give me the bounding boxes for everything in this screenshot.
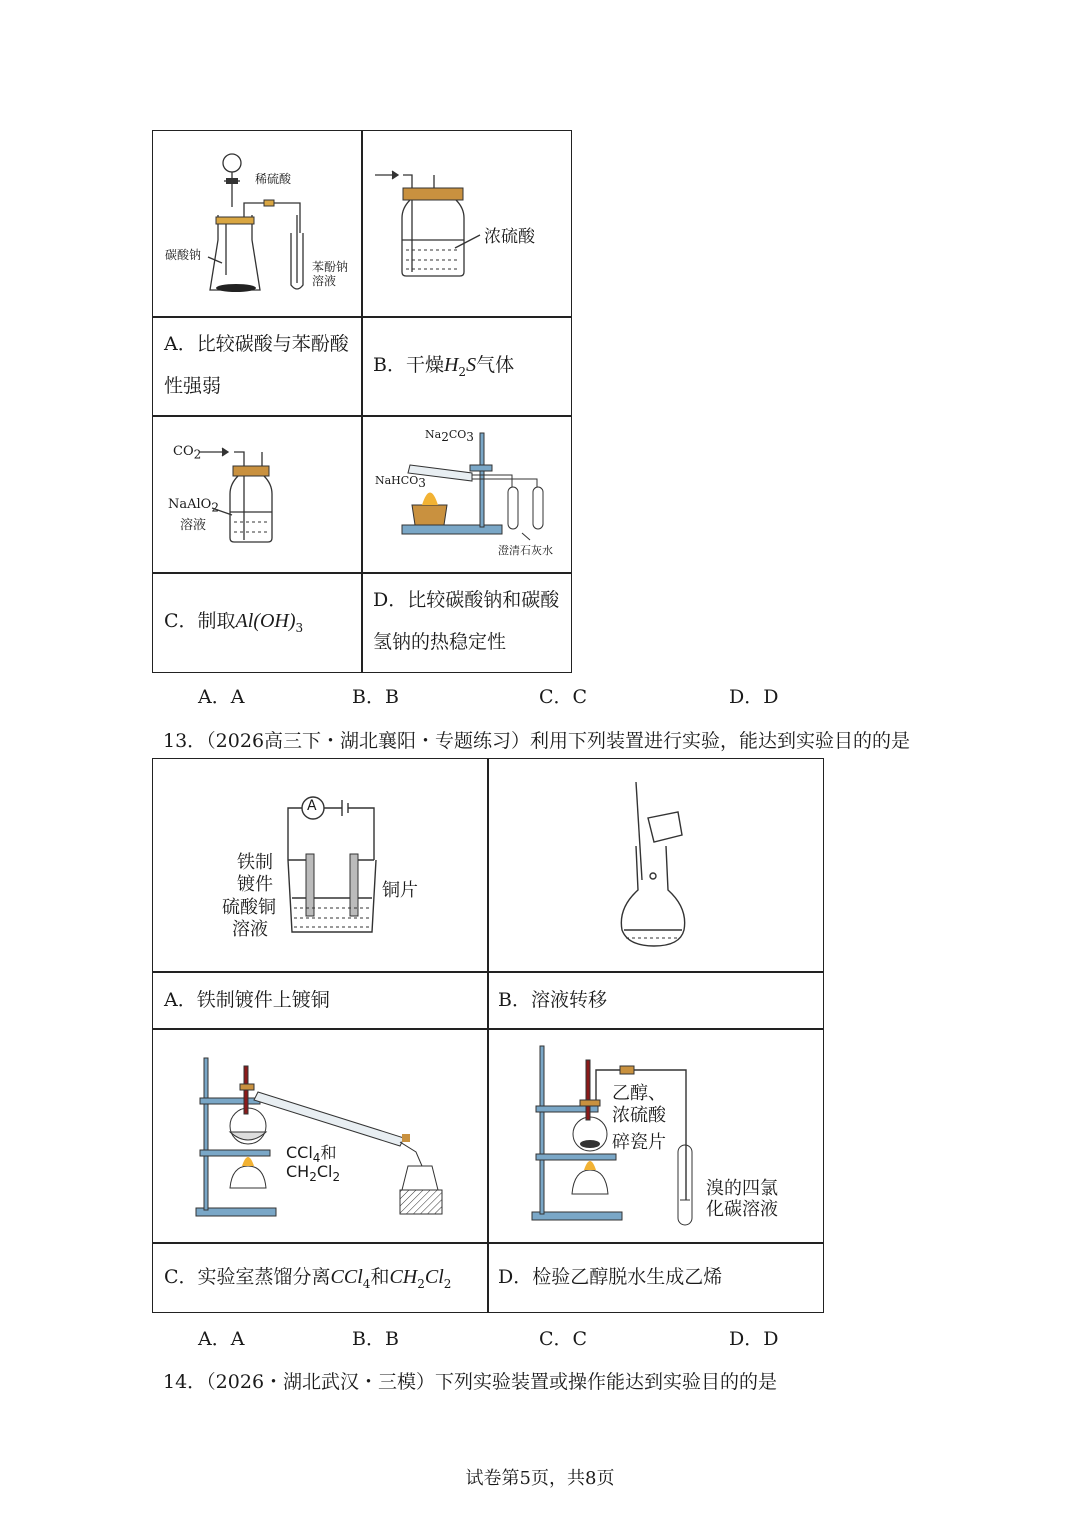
label-sodium-phenolate-solution: 溶液 bbox=[312, 274, 337, 288]
label-na2co3: $Na_2CO_3$ bbox=[425, 428, 474, 445]
label-ch2cl2: $CH_2Cl_2$ bbox=[286, 1162, 341, 1185]
label-ethanol: 乙醇、 bbox=[612, 1083, 666, 1104]
label-limewater: 澄清石灰水 bbox=[498, 544, 553, 557]
label-nahco3: NaHCO$_3$ bbox=[375, 474, 426, 491]
label-iron-part: 铁制 bbox=[237, 852, 273, 873]
q13-choice-a[interactable]: A．A bbox=[198, 1328, 245, 1350]
q13-option-a-text: A．铁制镀件上镀铜 bbox=[164, 989, 330, 1011]
q13-choice-b[interactable]: B．B bbox=[352, 1328, 399, 1350]
q12-choice-c[interactable]: C．C bbox=[539, 686, 588, 708]
label-copper-sheet: 铜片 bbox=[382, 880, 418, 901]
q13-transfer-apparatus bbox=[610, 780, 700, 955]
q12-option-a-text: A．比较碳酸与苯酚酸 性强弱 bbox=[164, 333, 349, 397]
label-sodium-carbonate: 碳酸钠 bbox=[165, 248, 202, 262]
q13-distillation-apparatus bbox=[190, 1048, 470, 1223]
label-conc-sulfuric-acid-2: 浓硫酸 bbox=[612, 1105, 666, 1126]
label-porcelain-chips: 碎瓷片 bbox=[612, 1132, 666, 1153]
label-sodium-phenolate: 苯酚钠 bbox=[312, 260, 349, 274]
label-copper-sulfate-solution: 溶液 bbox=[232, 919, 268, 940]
label-conc-sulfuric-acid: 浓硫酸 bbox=[484, 227, 535, 247]
q13-choice-d[interactable]: D．D bbox=[729, 1328, 779, 1350]
q12-choice-b[interactable]: B．B bbox=[352, 686, 399, 708]
label-iron-part-2: 镀件 bbox=[237, 874, 273, 895]
q12-option-c-text: C．制取$Al(OH)_3$ bbox=[164, 610, 304, 635]
q13-option-b-text: B．溶液转移 bbox=[498, 989, 607, 1011]
label-copper-sulfate: 硫酸铜 bbox=[222, 897, 276, 918]
label-co2: $CO_2$ bbox=[173, 444, 202, 462]
q13-option-d-text: D．检验乙醇脱水生成乙烯 bbox=[498, 1266, 723, 1288]
q13-option-c-text: C．实验室蒸馏分离CCl$_4$和$CH_2Cl_2$ bbox=[164, 1266, 452, 1291]
q14-stem: 14．（2026・湖北武汉・三模）下列实验装置或操作能达到实验目的的是 bbox=[163, 1371, 778, 1393]
label-bromine-ccl4-2: 化碳溶液 bbox=[706, 1199, 778, 1220]
label-bromine-ccl4: 溴的四氯 bbox=[706, 1178, 778, 1199]
q13-choice-c[interactable]: C．C bbox=[539, 1328, 588, 1350]
q12-option-b-text: B．干燥$H_2S$气体 bbox=[373, 354, 515, 379]
q12-option-d-text: D．比较碳酸钠和碳酸 氢钠的热稳定性 bbox=[373, 589, 560, 653]
label-ammeter: A bbox=[307, 798, 317, 814]
label-ccl4-and: CCl$_4$和 bbox=[286, 1143, 337, 1166]
q12-choice-d[interactable]: D．D bbox=[729, 686, 779, 708]
q12-apparatus-b bbox=[370, 160, 570, 290]
label-naalo2: NaAlO$_2$ bbox=[168, 497, 219, 515]
label-dilute-sulfuric-acid: 稀硫酸 bbox=[255, 172, 292, 186]
q13-stem: 13．（2026高三下・湖北襄阳・专题练习）利用下列装置进行实验，能达到实验目的的是 bbox=[163, 730, 911, 752]
q13-electroplating-apparatus bbox=[280, 790, 390, 940]
q12-choice-a[interactable]: A．A bbox=[198, 686, 245, 708]
page-footer: 试卷第5页，共8页 bbox=[465, 1468, 615, 1489]
label-naalo2-solution: 溶液 bbox=[180, 518, 207, 533]
q12-apparatus-c bbox=[220, 440, 320, 550]
